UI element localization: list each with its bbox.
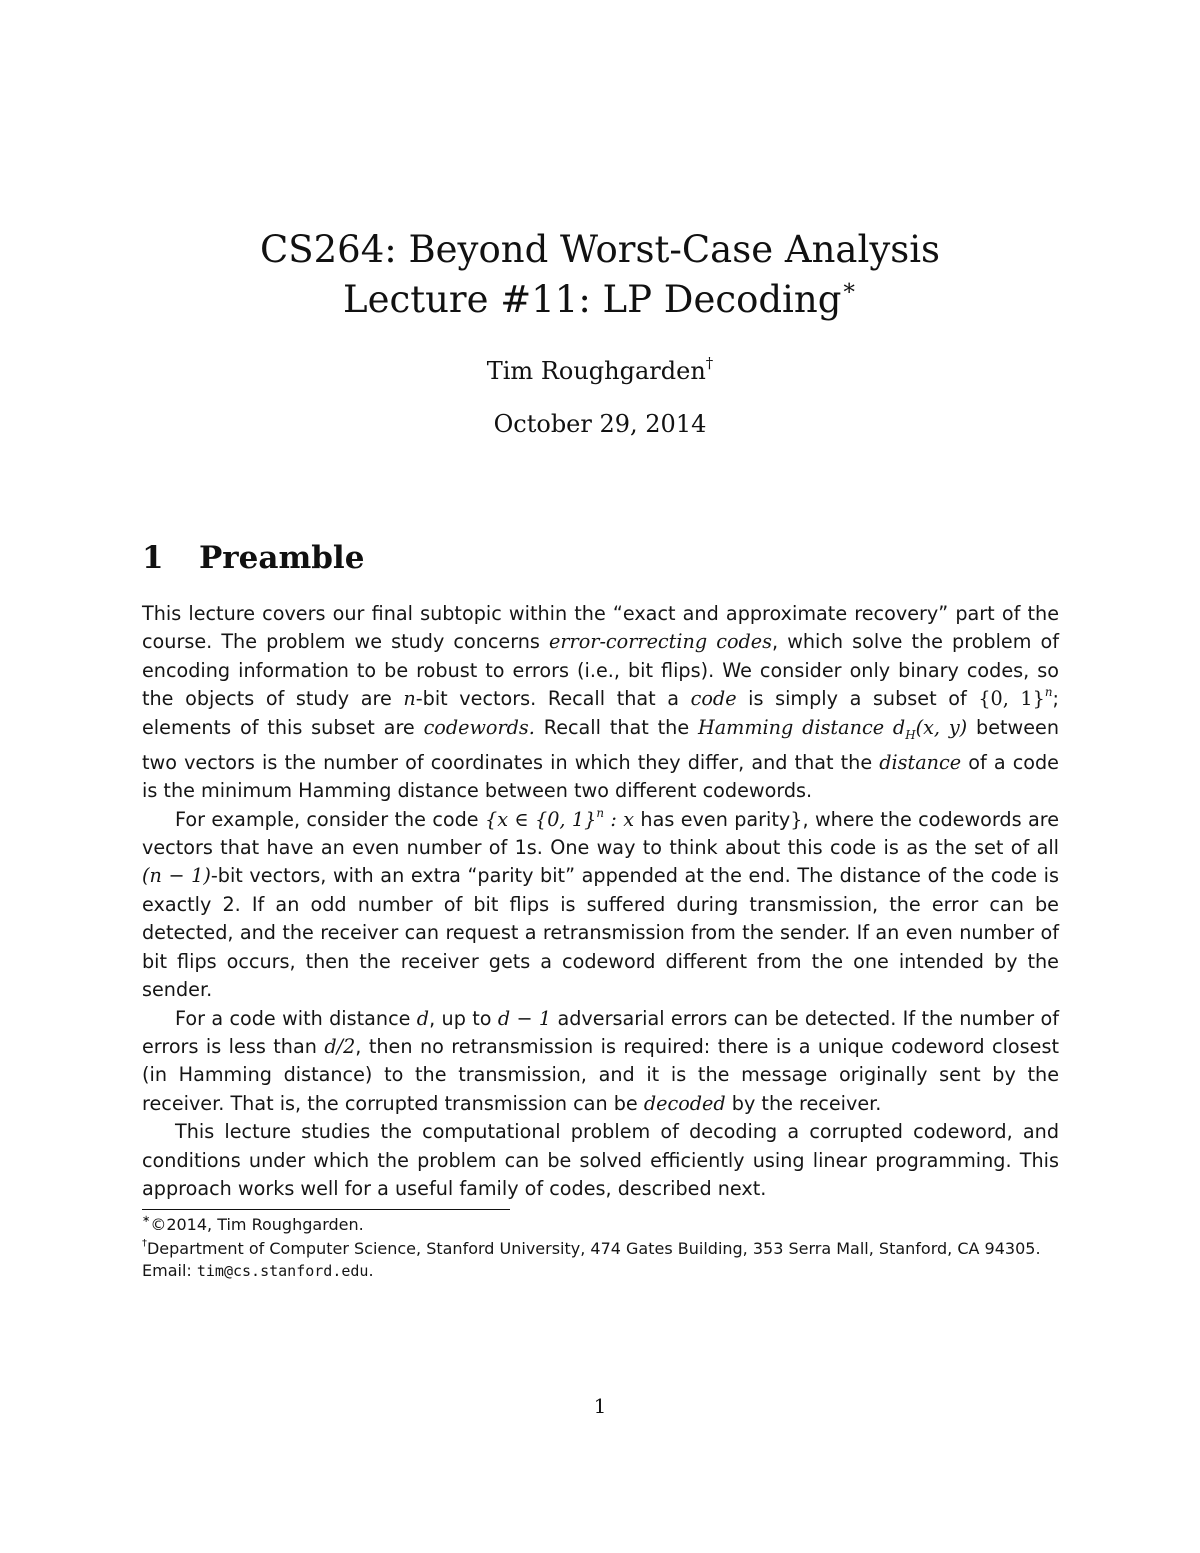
- section-heading: [142, 540, 364, 576]
- p3-math-d-half: d/2: [324, 1034, 356, 1058]
- p3-math-d-minus-1: d − 1: [497, 1006, 552, 1030]
- title-footnote-mark: ∗: [841, 275, 857, 302]
- footnote-1: [142, 1214, 1042, 1236]
- body-text: [142, 600, 1059, 1203]
- paragraph-1: [142, 600, 1059, 806]
- author-footnote-mark: †: [705, 353, 714, 372]
- date: October 29, 2014: [493, 410, 707, 438]
- author: [0, 353, 1200, 385]
- p1-math-sub-h: H: [905, 727, 916, 742]
- footnote-2-end: .: [368, 1261, 374, 1280]
- p3-text-b: , up to: [429, 1006, 498, 1030]
- p1-em-error-correcting: error-correcting codes: [549, 630, 773, 654]
- p3-text-e: by the receiver.: [725, 1091, 882, 1115]
- p1-em-code: code: [690, 687, 737, 711]
- p1-text-b: , which solve the problem of encoding information to be robust to errors (i.e., bit flips). We consider only binary codes, so the objects of study are: [142, 630, 1059, 711]
- footnote-1-mark: ∗: [142, 1214, 151, 1226]
- p1-math-d: d: [892, 715, 906, 739]
- p2-math-expr: (n − 1): [142, 864, 211, 888]
- paper-title-line2: [0, 275, 1200, 325]
- p2-math-sup: n: [596, 805, 604, 820]
- p1-text-g: between two vectors is the number of coordinates in which they differ, and that the: [142, 715, 1059, 774]
- author-name: Tim Roughgarden: [486, 357, 706, 385]
- p3-math-d: d: [416, 1006, 430, 1030]
- p1-text-a: This lecture covers our final subtopic within the “exact and approximate recovery” part of the course. The problem we study concerns: [142, 602, 1059, 654]
- p1-text-f: Recall that the: [534, 715, 698, 739]
- section-title: Preamble: [199, 540, 365, 576]
- p1-em-codewords: codewords.: [423, 715, 535, 739]
- p1-text-h: of a code is the minimum Hamming distance between two different codewords.: [142, 750, 1059, 803]
- p2-math-close: }: [790, 807, 803, 831]
- p3-text-c: adversarial errors can be detected. If the number of errors is less than: [142, 1006, 1060, 1058]
- p3-em-decoded: decoded: [643, 1091, 726, 1115]
- p1-text-e: ; elements of this subset are: [142, 687, 1059, 739]
- page-number: 1: [593, 1394, 607, 1418]
- footnote-1-text: ©2014, Tim Roughgarden.: [150, 1215, 364, 1234]
- p1-math-sup-n: n: [1044, 685, 1053, 700]
- p2-math-set: {x ∈ {0, 1}: [485, 807, 597, 831]
- p1-math-set: {0, 1}: [978, 687, 1045, 711]
- footnote-2-text: Department of Computer Science, Stanford University, 474 Gates Building, 353 Serra Mall, Stanford, CA 94305. Email:: [142, 1239, 1041, 1280]
- p3-text-a: For a code with distance: [175, 1006, 417, 1030]
- paragraph-3: [142, 1005, 1059, 1119]
- paragraph-4: This lecture studies the computational problem of decoding a corrupted codeword, and conditions under which the problem can be solved efficiently using linear programming. This approach works well for a useful family of codes, described next.: [142, 1120, 1059, 1200]
- p2-text-c: , where the codewords are vectors that have an even number of 1s. One way to think about this code is as the set of all: [142, 807, 1060, 860]
- lecture-title: Lecture #11: LP Decoding: [343, 278, 842, 321]
- footnote-rule: [142, 1209, 510, 1210]
- p2-text-b: has even parity: [634, 807, 791, 831]
- p1-em-hamming: Hamming distance: [697, 715, 885, 739]
- p1-em-distance: distance: [879, 750, 962, 774]
- footnote-2-mark: †: [142, 1238, 147, 1250]
- p3-text-d: , then no retransmission is required: there is a unique codeword closest (in Hamming distance) to the transmission, and it is the message originally sent by the receiver. That is, the corrupted transmission can be: [142, 1034, 1059, 1115]
- p1-text-c: -bit vectors. Recall that a: [415, 687, 691, 711]
- p2-text-d: -bit vectors, with an extra “parity bit” appended at the end. The distance of the code is exactly 2. If an odd number of bit flips is suffered during transmission, the error can be detected, and the receiver can request a retransmission from the sender. If an even number of bit flips occurs, then the receiver gets a codeword different from the one intended by the sender.: [142, 864, 1059, 1002]
- p1-text-d: is simply a subset of: [736, 687, 979, 711]
- section-number: 1: [142, 540, 164, 576]
- paper-title-line1: CS264: Beyond Worst-Case Analysis: [259, 228, 941, 271]
- p1-math-n: n: [403, 687, 416, 711]
- p2-text-a: For example, consider the code: [175, 807, 485, 831]
- footnote-2: [142, 1238, 1042, 1282]
- email-link[interactable]: tim@cs.stanford.edu: [196, 1262, 369, 1280]
- p1-math-args: (x, y): [915, 715, 968, 739]
- paragraph-2: [142, 806, 1059, 1005]
- p2-math-rest: : x: [603, 807, 635, 831]
